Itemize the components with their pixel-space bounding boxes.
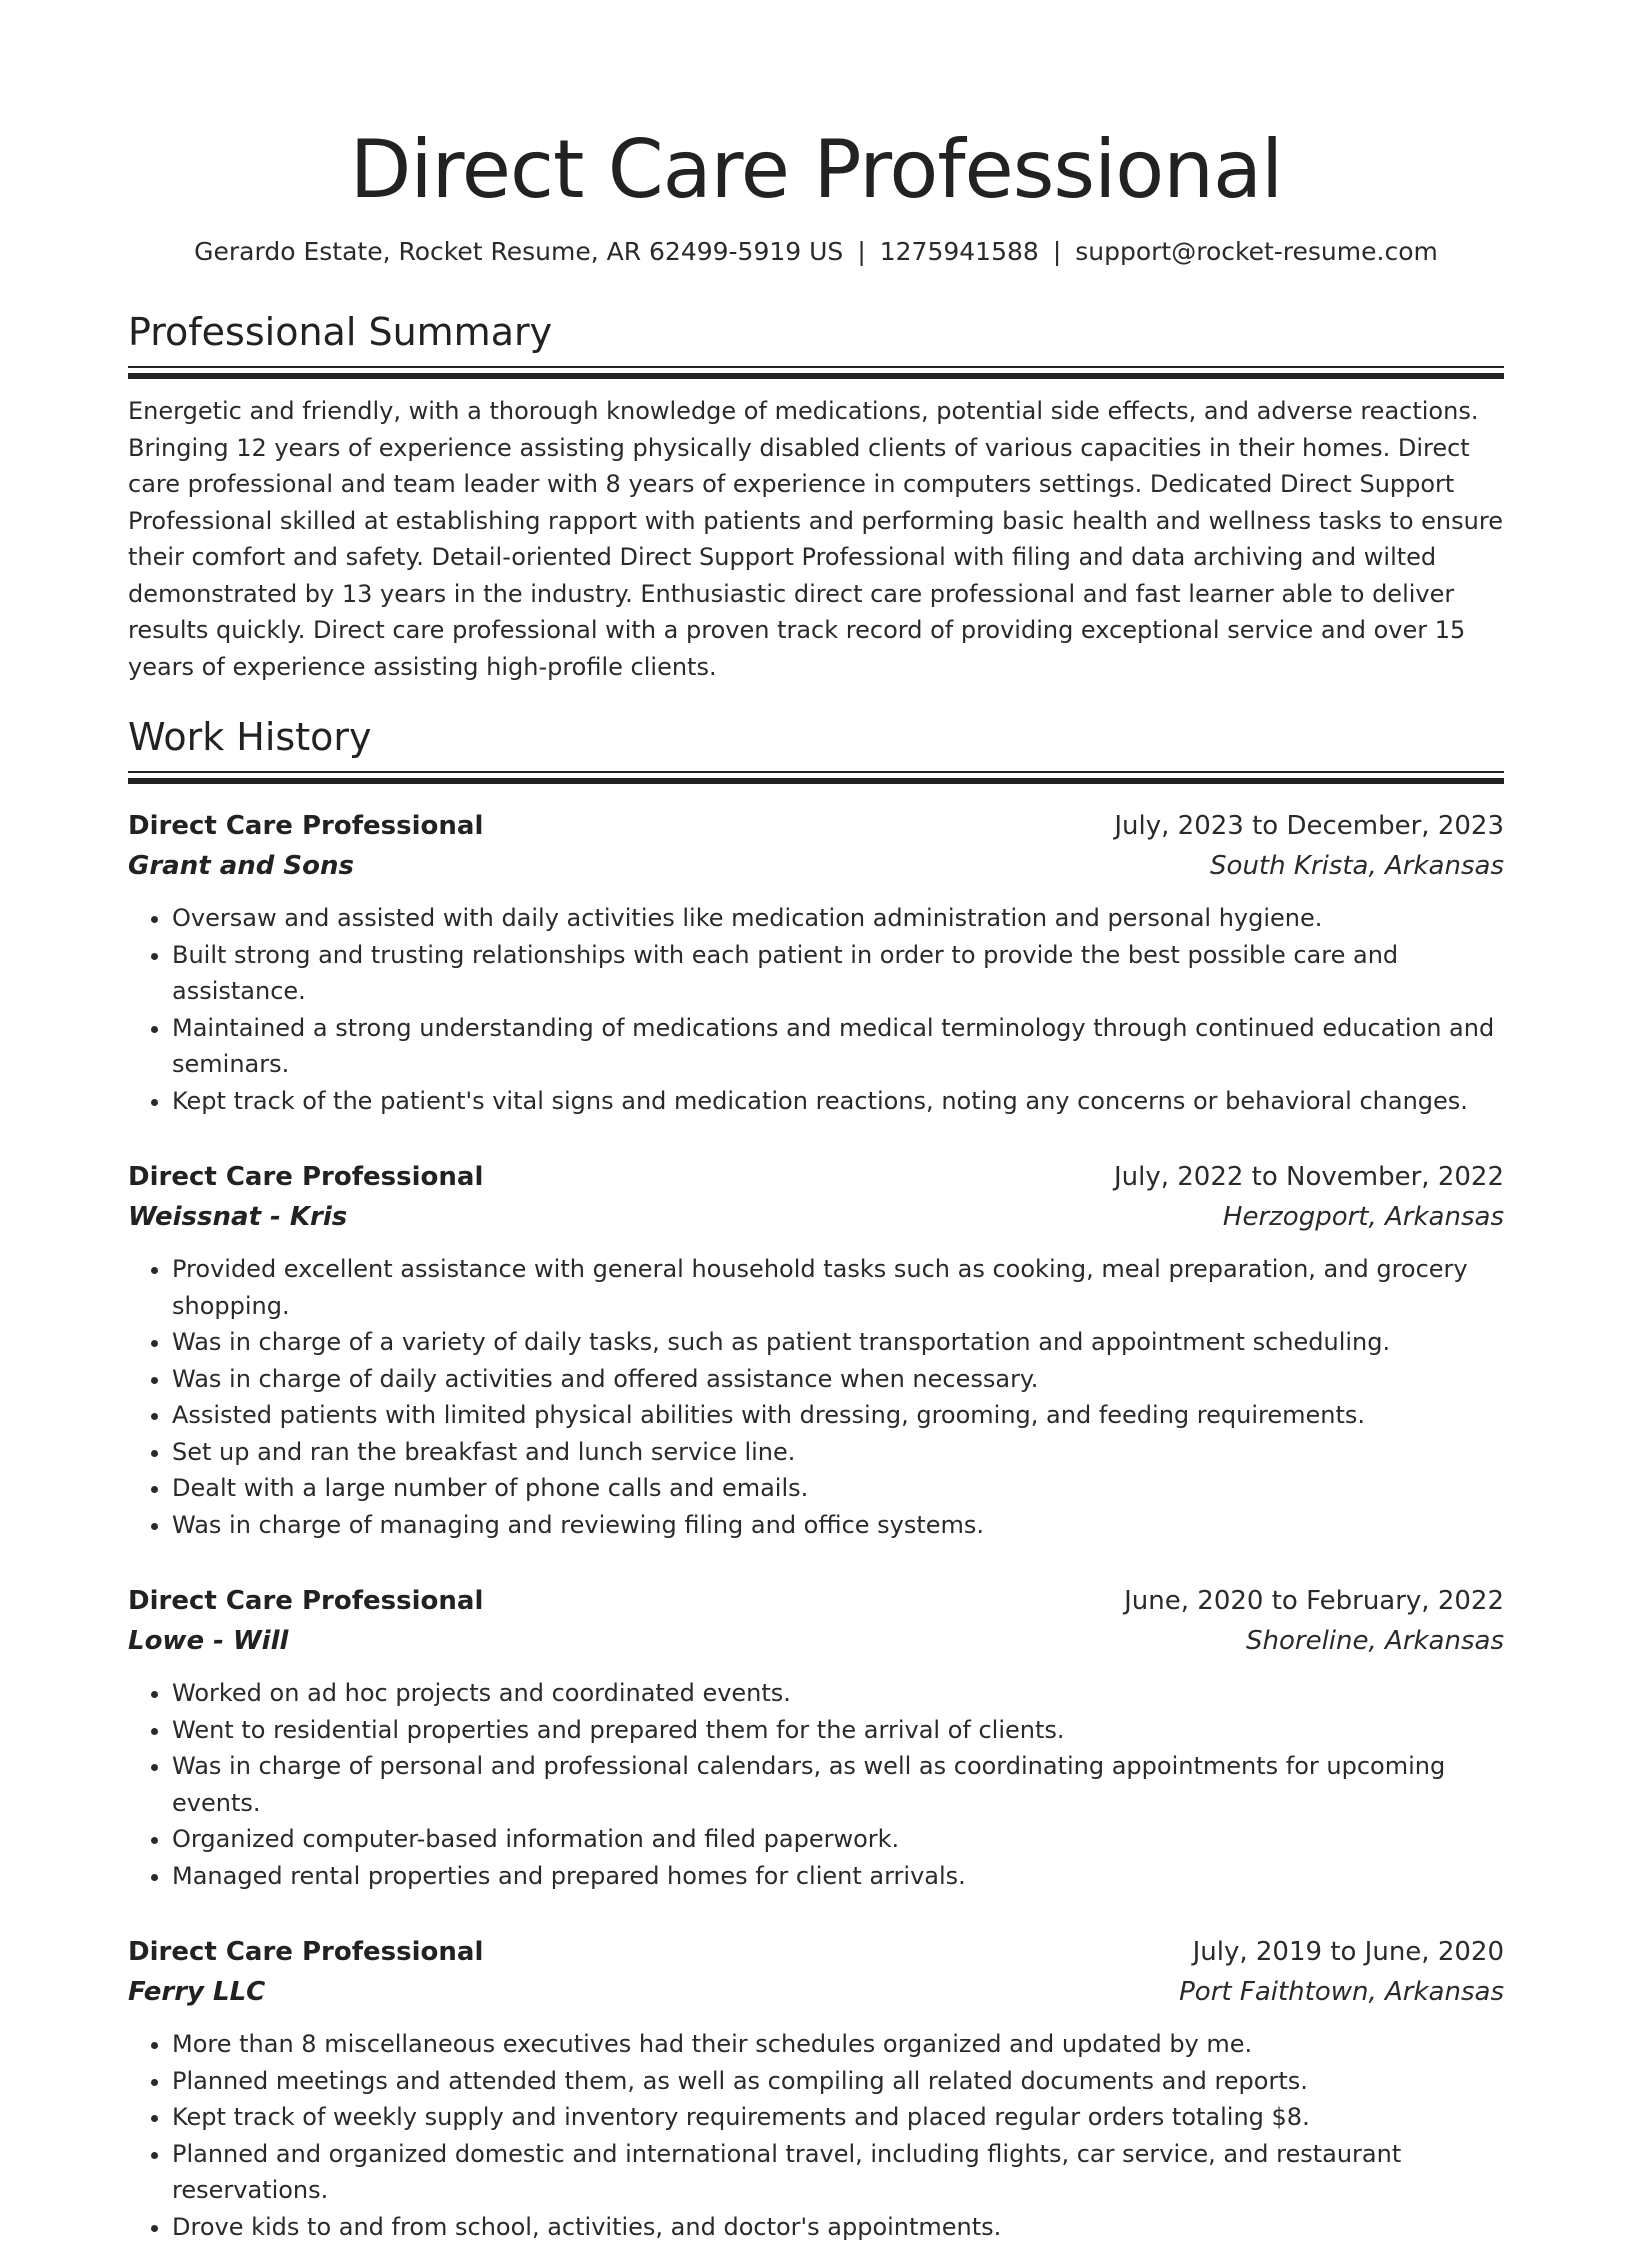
list-item: • Dealt with a large number of phone calls and emails.	[172, 1470, 1504, 1507]
contact-address: Gerardo Estate, Rocket Resume, AR 62499-5919 US	[194, 237, 843, 266]
job-location: South Krista, Arkansas	[1210, 846, 1504, 886]
contact-phone: 1275941588	[880, 237, 1039, 266]
job-location: Port Faithtown, Arkansas	[1179, 1972, 1504, 2012]
section-heading: Work History	[128, 713, 1504, 761]
resume-name: Direct Care Professional	[128, 0, 1504, 220]
list-item: • Managed rental properties and prepared homes for client arrivals.	[172, 1858, 1504, 1895]
list-item: • Planned meetings and attended them, as well as compiling all related documents and reports.	[172, 2063, 1504, 2100]
list-item: • Was in charge of a variety of daily tasks, such as patient transportation and appointment scheduling.	[172, 1324, 1504, 1361]
job-entry	[128, 1157, 1504, 1543]
job-bullets	[128, 2026, 1504, 2245]
job-location: Shoreline, Arkansas	[1246, 1621, 1504, 1661]
job-company: Ferry LLC	[128, 1972, 265, 2012]
list-item: • Maintained a strong understanding of medications and medical terminology through continued education and seminars.	[172, 1010, 1504, 1083]
contact-separator: |	[843, 237, 879, 266]
job-entry	[128, 1932, 1504, 2245]
job-dates: July, 2019 to June, 2020	[1193, 1932, 1504, 1972]
list-item: • Was in charge of personal and professional calendars, as well as coordinating appointments for upcoming events.	[172, 1748, 1504, 1821]
contact-line	[128, 236, 1504, 268]
list-item: • Worked on ad hoc projects and coordinated events.	[172, 1675, 1504, 1712]
job-dates: July, 2022 to November, 2022	[1114, 1157, 1504, 1197]
professional-summary-section	[128, 308, 1504, 685]
list-item: • Assisted patients with limited physical abilities with dressing, grooming, and feeding requirements.	[172, 1397, 1504, 1434]
job-bullets	[128, 900, 1504, 1119]
list-item: • Oversaw and assisted with daily activities like medication administration and personal hygiene.	[172, 900, 1504, 937]
summary-text: Energetic and friendly, with a thorough knowledge of medications, potential side effects, and adverse reactions. Bringing 12 years of experience assisting physically disabled clients of various capacities in their homes. Direct care professional and team leader with 8 years of experience in computers settings. Dedicated Direct Support Professional skilled at establishing rapport with patients and performing basic health and wellness tasks to ensure their comfort and safety. Detail-oriented Direct Support Professional with filing and data archiving and wilted demonstrated by 13 years in the industry. Enthusiastic direct care professional and fast learner able to deliver results quickly. Direct care professional with a proven track record of providing exceptional service and over 15 years of experience assisting high-profile clients.	[128, 393, 1504, 685]
job-entry	[128, 1581, 1504, 1894]
job-location: Herzogport, Arkansas	[1223, 1197, 1504, 1237]
list-item: • Went to residential properties and prepared them for the arrival of clients.	[172, 1712, 1504, 1749]
job-dates: June, 2020 to February, 2022	[1124, 1581, 1504, 1621]
job-company: Grant and Sons	[128, 846, 354, 886]
list-item: • Drove kids to and from school, activities, and doctor's appointments.	[172, 2209, 1504, 2245]
job-title: Direct Care Professional	[128, 806, 483, 846]
contact-email: support@rocket-resume.com	[1075, 237, 1438, 266]
section-divider	[128, 366, 1504, 379]
job-title: Direct Care Professional	[128, 1157, 483, 1197]
section-divider	[128, 771, 1504, 784]
job-bullets	[128, 1251, 1504, 1543]
job-dates: July, 2023 to December, 2023	[1114, 806, 1504, 846]
list-item: • Provided excellent assistance with general household tasks such as cooking, meal preparation, and grocery shopping.	[172, 1251, 1504, 1324]
resume-page	[128, 0, 1504, 2112]
job-title: Direct Care Professional	[128, 1581, 483, 1621]
list-item: • Planned and organized domestic and international travel, including flights, car service, and restaurant reservations.	[172, 2136, 1504, 2209]
list-item: • More than 8 miscellaneous executives had their schedules organized and updated by me.	[172, 2026, 1504, 2063]
job-title: Direct Care Professional	[128, 1932, 483, 1972]
job-entry	[128, 806, 1504, 1119]
section-heading: Professional Summary	[128, 308, 1504, 356]
list-item: • Set up and ran the breakfast and lunch service line.	[172, 1434, 1504, 1471]
list-item: • Was in charge of managing and reviewing filing and office systems.	[172, 1507, 1504, 1544]
list-item: • Kept track of the patient's vital signs and medication reactions, noting any concerns or behavioral changes.	[172, 1083, 1504, 1120]
list-item: • Kept track of weekly supply and inventory requirements and placed regular orders totaling $8.	[172, 2099, 1504, 2136]
list-item: • Was in charge of daily activities and offered assistance when necessary.	[172, 1361, 1504, 1398]
job-bullets	[128, 1675, 1504, 1894]
list-item: • Built strong and trusting relationships with each patient in order to provide the best possible care and assistance.	[172, 937, 1504, 1010]
job-company: Lowe - Will	[128, 1621, 288, 1661]
job-company: Weissnat - Kris	[128, 1197, 347, 1237]
contact-separator: |	[1039, 237, 1075, 266]
work-history-section	[128, 713, 1504, 2245]
list-item: • Organized computer-based information and filed paperwork.	[172, 1821, 1504, 1858]
